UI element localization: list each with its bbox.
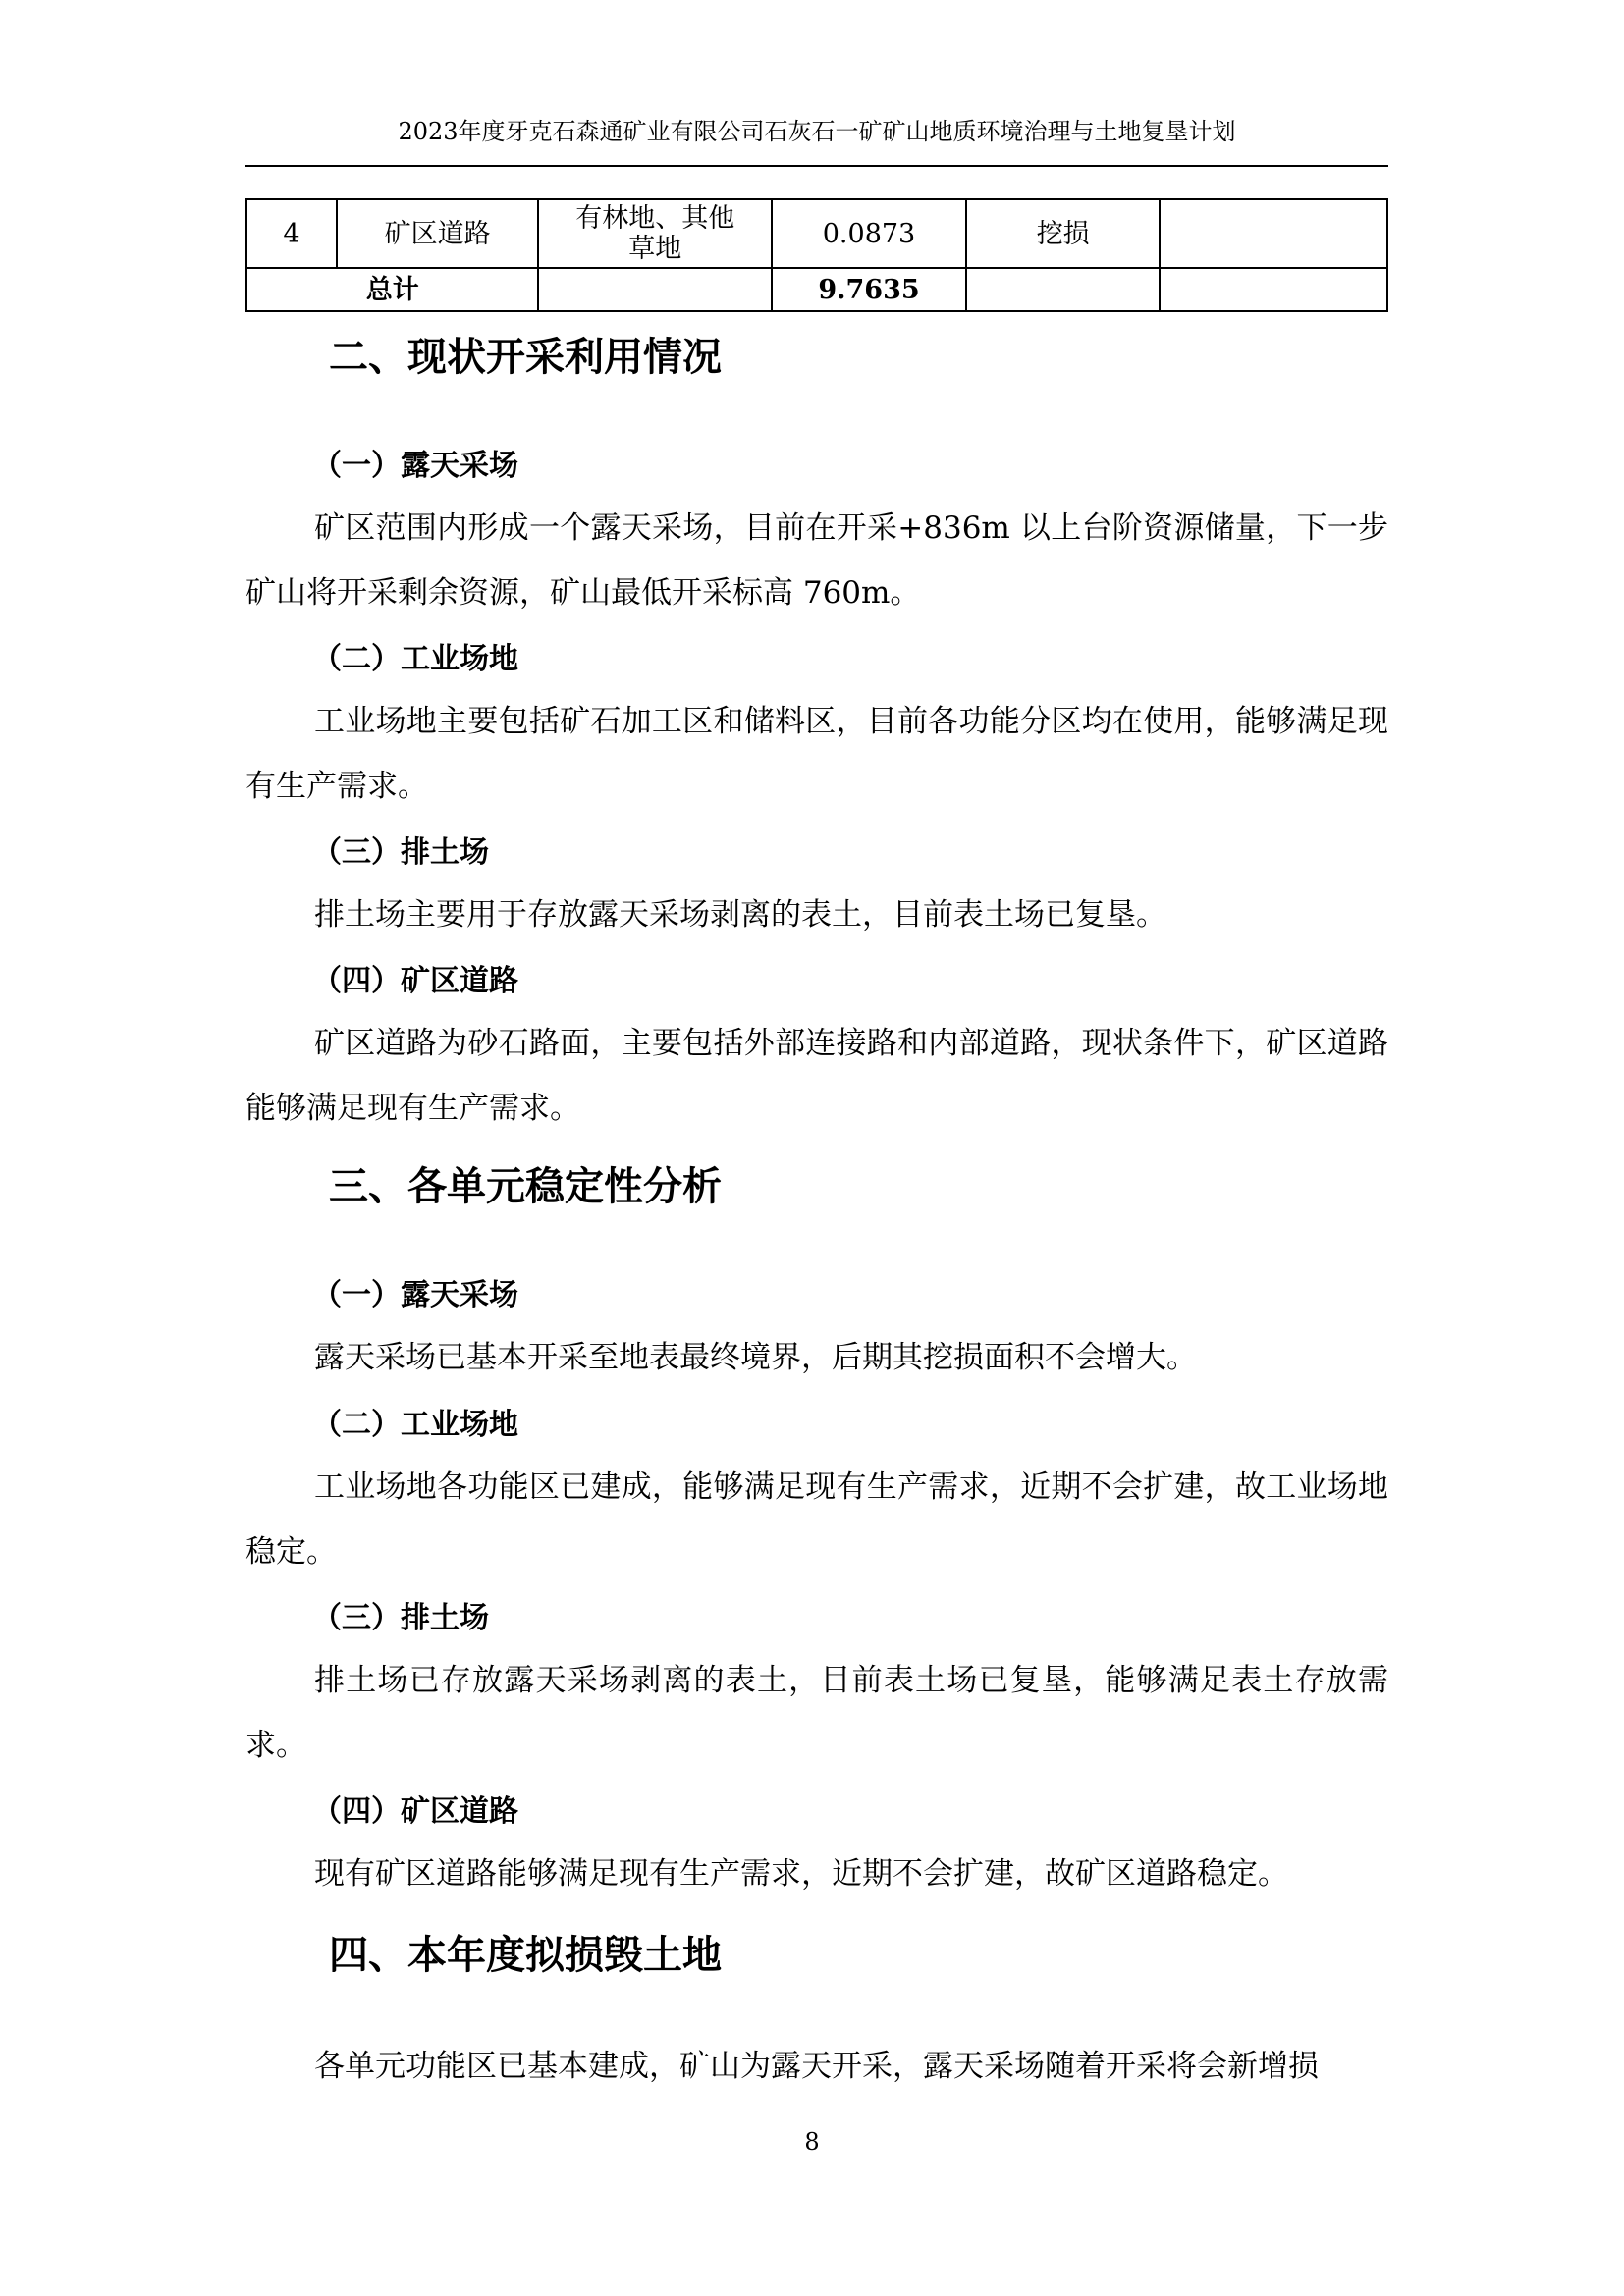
- paragraph-industrial-site: 工业场地主要包括矿石加工区和储料区，目前各功能分区均在使用，能够满足现有生产需求。: [245, 704, 1388, 804]
- paragraph-industrial-stability: 工业场地各功能区已建成，能够满足现有生产需求，近期不会扩建，故工业场地稳定。: [245, 1469, 1388, 1570]
- cell-unit: 矿区道路: [337, 199, 539, 268]
- subheading-industrial-site: （二）工业场地: [312, 642, 518, 676]
- land-damage-table: [245, 198, 1388, 312]
- total-area: 9.7635: [772, 268, 966, 311]
- running-header: 2023年度牙克石森通矿业有限公司石灰石一矿矿山地质环境治理与土地复垦计划: [398, 118, 1236, 145]
- header-rule: [245, 165, 1388, 167]
- subheading-road-stability: （四）矿区道路: [312, 1794, 518, 1829]
- table-total-row: [246, 268, 1387, 311]
- total-label: 总计: [246, 268, 538, 311]
- paragraph-open-pit-stability: 露天采场已基本开采至地表最终境界，后期其挖损面积不会增大。: [314, 1340, 1197, 1375]
- total-land-type: [538, 268, 772, 311]
- paragraph-land-damage: 各单元功能区已基本建成，矿山为露天开采，露天采场随着开采将会新增损: [314, 2049, 1319, 2084]
- total-damage: [966, 268, 1161, 311]
- table-row: [246, 199, 1387, 268]
- subheading-dump: （三）排土场: [312, 835, 489, 870]
- subheading-industrial-stability: （二）工业场地: [312, 1408, 518, 1442]
- subheading-dump-stability: （三）排土场: [312, 1601, 489, 1635]
- cell-note: [1160, 199, 1387, 268]
- subheading-open-pit-stability: （一）露天采场: [312, 1278, 518, 1312]
- total-note: [1160, 268, 1387, 311]
- page-number: 8: [804, 2128, 820, 2156]
- subheading-road: （四）矿区道路: [312, 964, 518, 998]
- section-heading-4: 四、本年度拟损毁土地: [329, 1932, 722, 1978]
- subheading-open-pit: （一）露天采场: [312, 449, 518, 483]
- section-heading-2: 二、现状开采利用情况: [329, 334, 722, 380]
- paragraph-dump: 排土场主要用于存放露天采场剥离的表土，目前表土场已复垦。: [314, 897, 1166, 933]
- cell-land-type: 有林地、其他草地: [538, 199, 772, 268]
- paragraph-road: 矿区道路为砂石路面，主要包括外部连接路和内部道路，现状条件下，矿区道路能够满足现有生产需求。: [245, 1026, 1388, 1126]
- cell-no: 4: [246, 199, 337, 268]
- paragraph-open-pit: 矿区范围内形成一个露天采场，目前在开采+836m 以上台阶资源储量，下一步矿山将开采剩余资源，矿山最低开采标高 760m。: [245, 510, 1388, 611]
- paragraph-road-stability: 现有矿区道路能够满足现有生产需求，近期不会扩建，故矿区道路稳定。: [314, 1856, 1288, 1892]
- cell-damage: 挖损: [966, 199, 1161, 268]
- cell-area: 0.0873: [772, 199, 966, 268]
- paragraph-dump-stability: 排土场已存放露天采场剥离的表土，目前表土场已复垦，能够满足表土存放需求。: [245, 1663, 1388, 1763]
- section-heading-3: 三、各单元稳定性分析: [329, 1163, 722, 1209]
